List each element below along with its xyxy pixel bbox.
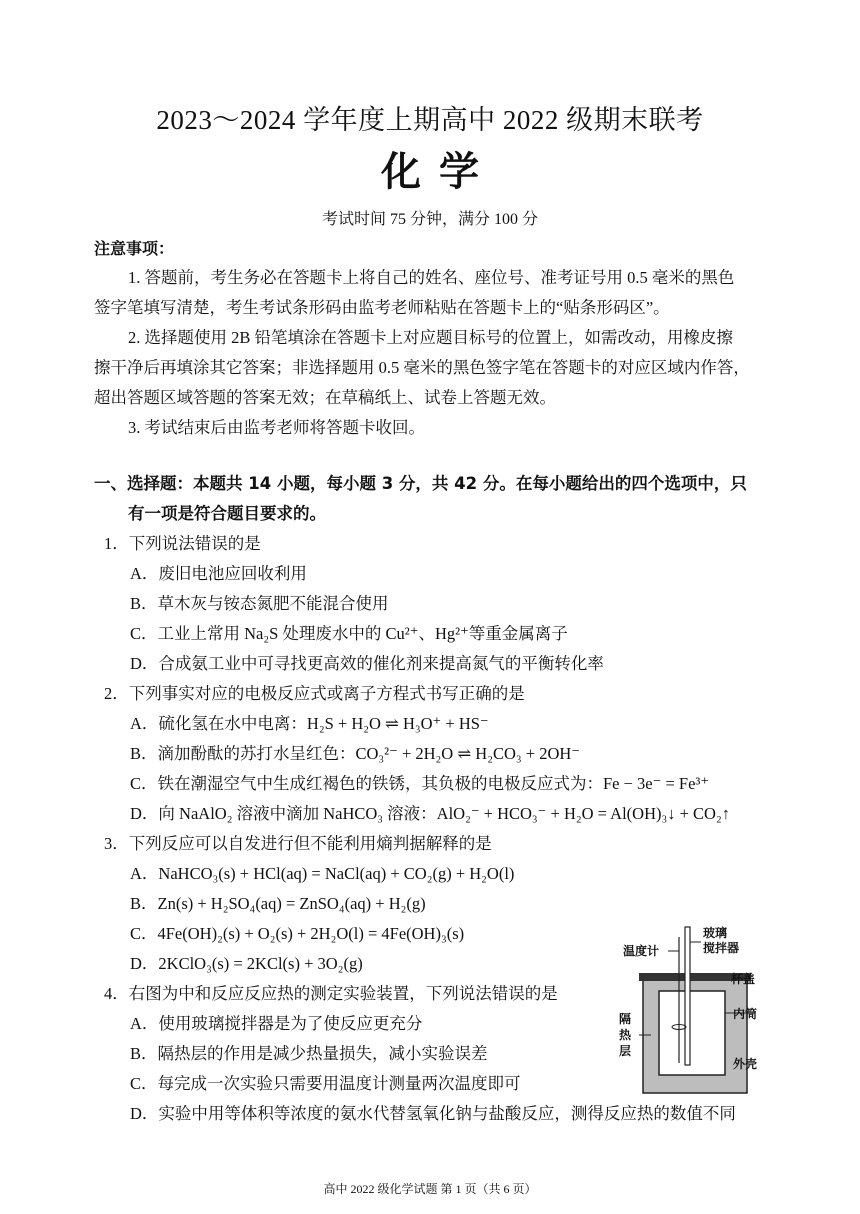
note-line: 签字笔填写清楚，考生考试条形码由监考老师粘贴在答题卡上的“贴条形码区”。: [94, 298, 670, 317]
option: A．硫化氢在水中电离：H₂S + H₂O ⇌ H₃O⁺ + HS⁻: [130, 714, 489, 733]
label-insulation: 热: [619, 1028, 632, 1042]
thermometer-icon: [685, 927, 690, 1065]
label-insulation: 隔: [619, 1012, 632, 1026]
question-stem: 4．右图为中和反应反应热的测定实验装置，下列说法错误的是: [104, 984, 558, 1003]
question-stem: 3．下列反应可以自发进行但不能利用熵判据解释的是: [104, 834, 492, 853]
label-insulation: 层: [619, 1044, 632, 1058]
label-thermometer: 温度计: [623, 944, 660, 958]
notes-heading: 注意事项：: [94, 239, 175, 258]
option: D．2KClO₃(s) = 2KCl(s) + 3O₂(g): [130, 954, 363, 973]
page-footer: 高中 2022 级化学试题 第 1 页（共 6 页）: [323, 1182, 537, 1196]
label-stirrer-1: 玻璃: [703, 926, 728, 940]
label-lid: 杯盖: [731, 972, 756, 986]
section-heading: 有一项是符合题目要求的。: [128, 504, 326, 523]
option: C．每完成一次实验只需要用温度计测量两次温度即可: [130, 1074, 521, 1093]
section-heading: 一、选择题：本题共 14 小题，每小题 3 分，共 42 分。在每小题给出的四个选项中，只: [94, 474, 747, 493]
option: B．草木灰与铵态氮肥不能混合使用: [130, 594, 389, 613]
question-stem: 2．下列事实对应的电极反应式或离子方程式书写正确的是: [104, 684, 525, 703]
note-line: 1. 答题前，考生务必在答题卡上将自己的姓名、座位号、准考证号用 0.5 毫米的黑色: [128, 268, 735, 287]
option: D．向 NaAlO₂ 溶液中滴加 NaHCO₃ 溶液：AlO₂⁻ + HCO₃⁻ + H₂O = Al(OH)₃↓ + CO₂↑: [130, 804, 730, 823]
option: C．4Fe(OH)₂(s) + O₂(s) + 2H₂O(l) = 4Fe(OH)₃(s): [130, 924, 465, 943]
note-line: 超出答题区域答题的答案无效；在草稿纸上、试卷上答题无效。: [94, 388, 556, 407]
option: A．使用玻璃搅拌器是为了使反应更充分: [130, 1014, 423, 1033]
option: D．实验中用等体积等浓度的氨水代替氢氧化钠与盐酸反应，测得反应热的数值不同: [130, 1104, 736, 1123]
exam-title: 2023～2024 学年度上期高中 2022 级期末联考: [156, 105, 704, 135]
option: B．Zn(s) + H₂SO₄(aq) = ZnSO₄(aq) + H₂(g): [130, 894, 426, 913]
option: A．NaHCO₃(s) + HCl(aq) = NaCl(aq) + CO₂(g) + H₂O(l): [130, 864, 515, 883]
label-inner: 内筒: [733, 1007, 758, 1021]
option: D．合成氨工业中可寻找更高效的催化剂来提高氮气的平衡转化率: [130, 654, 604, 673]
subject-title: 化学: [381, 149, 497, 195]
note-line: 3. 考试结束后由监考老师将答题卡收回。: [128, 418, 425, 437]
option: C．铁在潮湿空气中生成红褐色的铁锈，其负极的电极反应式为：Fe − 3e⁻ = Fe³⁺: [130, 774, 710, 793]
inner-cup: [659, 991, 725, 1075]
label-shell: 外壳: [733, 1057, 758, 1071]
option: B．隔热层的作用是减少热量损失，减小实验误差: [130, 1044, 488, 1063]
calorimeter-figure: [615, 915, 775, 1100]
option: B．滴加酚酞的苏打水呈红色：CO₃²⁻ + 2H₂O ⇌ H₂CO₃ + 2OH⁻: [130, 744, 580, 763]
option: A．废旧电池应回收利用: [130, 564, 307, 583]
note-line: 擦干净后再填涂其它答案；非选择题用 0.5 毫米的黑色签字笔在答题卡的对应区域内作答，: [94, 358, 750, 377]
label-stirrer-2: 搅拌器: [703, 941, 740, 955]
exam-info: 考试时间 75 分钟，满分 100 分: [321, 211, 538, 228]
option: C．工业上常用 Na₂S 处理废水中的 Cu²⁺、Hg²⁺等重金属离子: [130, 624, 568, 643]
note-line: 2. 选择题使用 2B 铅笔填涂在答题卡上对应题目标号的位置上，如需改动，用橡皮擦: [128, 328, 734, 347]
question-stem: 1．下列说法错误的是: [104, 534, 261, 553]
